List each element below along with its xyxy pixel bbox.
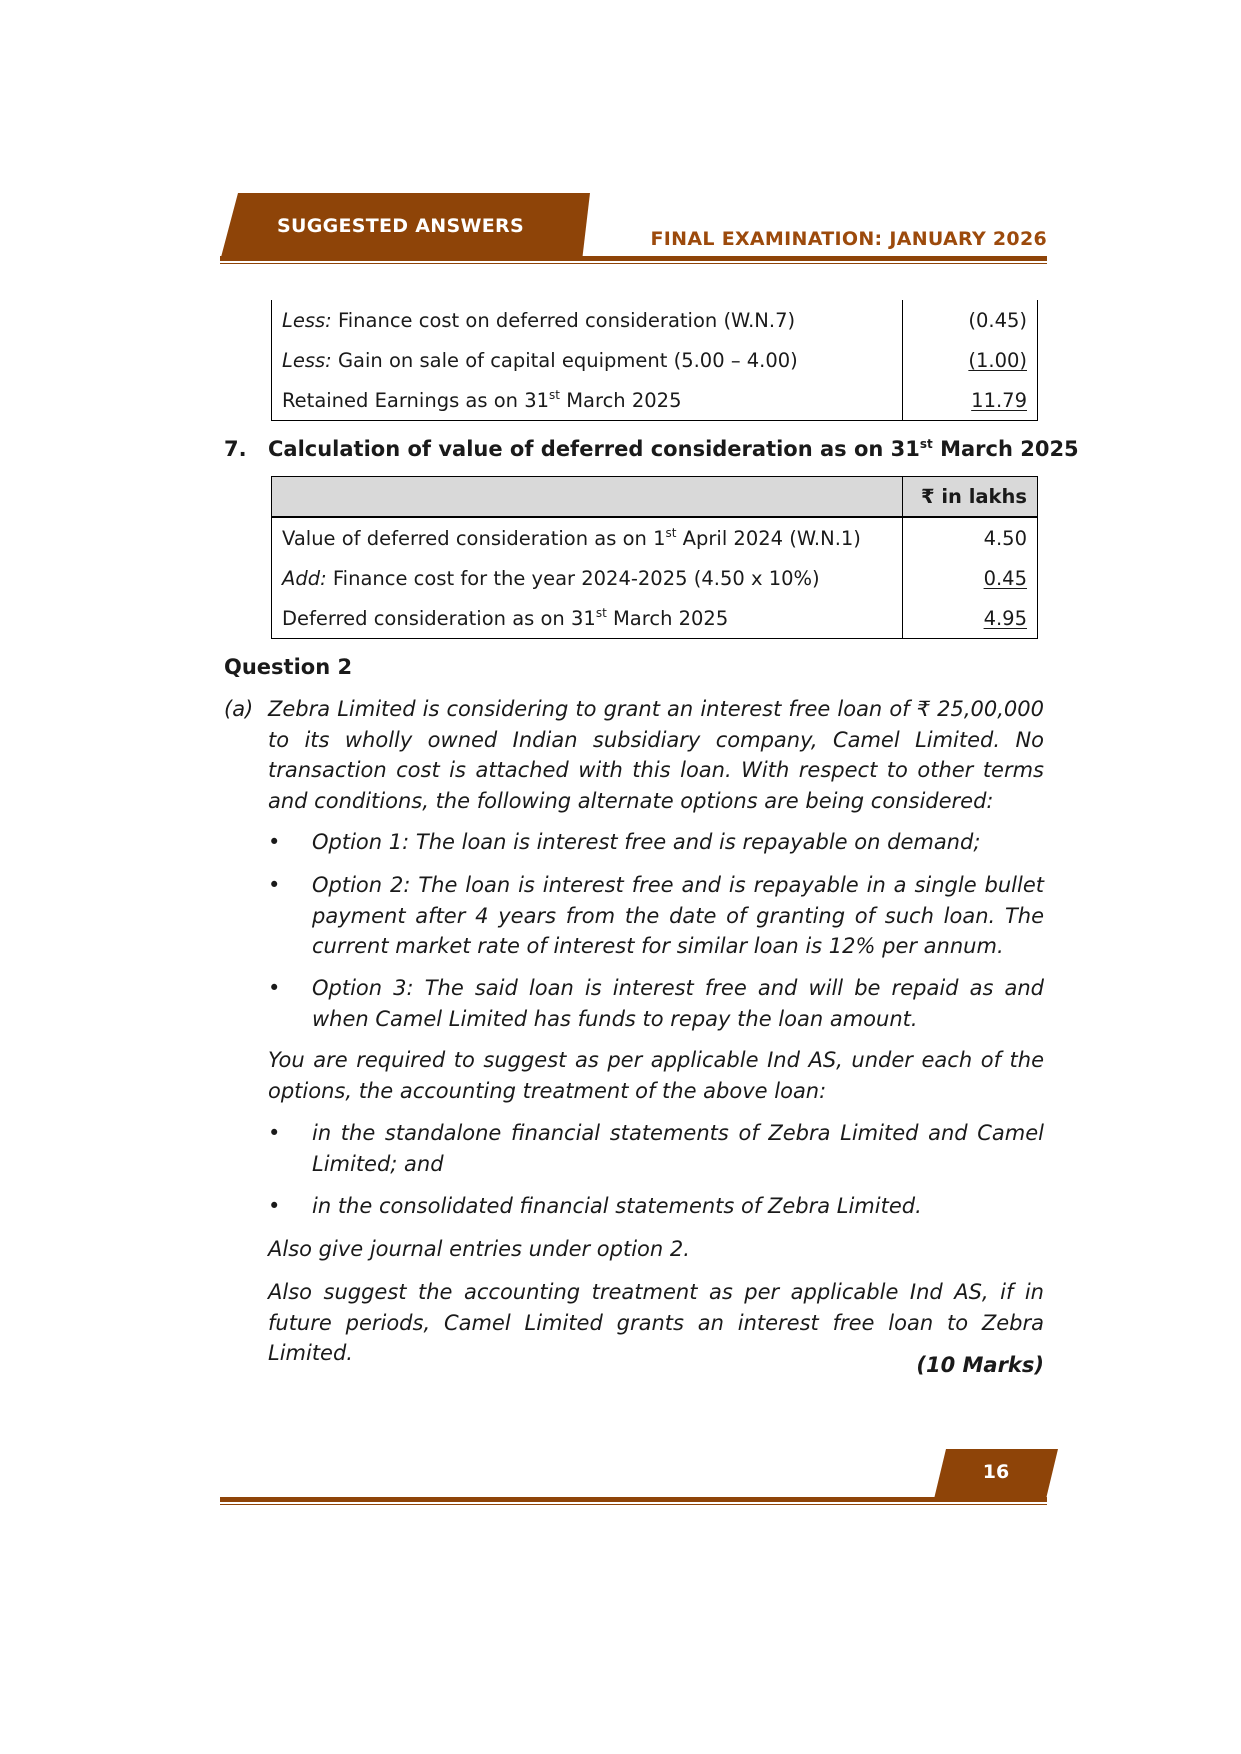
row-description bbox=[272, 517, 903, 558]
row-description bbox=[272, 380, 903, 421]
row-amount-value: 0.45 bbox=[983, 566, 1027, 590]
question-part-label: (a) bbox=[224, 697, 254, 721]
sub-point-2: in the consolidated financial statements of Zebra Limited. bbox=[312, 1194, 922, 1218]
table-row bbox=[272, 558, 1038, 598]
marks: (10 Marks) bbox=[916, 1353, 1044, 1377]
table-row bbox=[272, 300, 1038, 340]
question-intro: Zebra Limited is considering to grant an interest free loan of ₹ 25,00,000 to its wholly owned Indian subsidiary company, Camel Limited. No transaction cost is attached with this loan. With respect to other terms and conditions, the following alternate options are being considered: bbox=[268, 697, 1044, 813]
row-text: March 2025 bbox=[560, 388, 682, 412]
question-requirement: You are required to suggest as per applicable Ind AS, under each of the options, the accounting treatment of the above loan: bbox=[268, 1048, 1044, 1103]
footer-rule bbox=[220, 1497, 1047, 1502]
row-amount bbox=[903, 380, 1038, 421]
footer-rule-thin bbox=[220, 1504, 1047, 1505]
row-sup: st bbox=[549, 387, 561, 402]
section-number: 7. bbox=[224, 437, 247, 461]
row-amount bbox=[903, 598, 1038, 639]
row-prefix: Add: bbox=[282, 566, 327, 590]
row-amount-value: 11.79 bbox=[971, 388, 1027, 412]
table-row bbox=[272, 340, 1038, 380]
row-amount: (0.45) bbox=[968, 308, 1027, 332]
row-description bbox=[272, 598, 903, 639]
table-row bbox=[272, 380, 1038, 421]
row-text: April 2024 (W.N.1) bbox=[676, 526, 861, 550]
row-description bbox=[272, 340, 903, 380]
header-rule bbox=[220, 256, 1047, 261]
row-prefix: Less: bbox=[282, 348, 332, 372]
option-3: Option 3: The said loan is interest free and will be repaid as and when Camel Limited has funds to repay the loan amount. bbox=[312, 976, 1044, 1031]
row-text: Finance cost for the year 2024-2025 (4.50 x 10%) bbox=[326, 566, 820, 590]
row-text: Finance cost on deferred consideration (W.N.7) bbox=[331, 308, 796, 332]
section-title-text: March 2025 bbox=[932, 437, 1079, 461]
table-row bbox=[272, 598, 1038, 639]
row-text: Gain on sale of capital equipment (5.00 – 4.00) bbox=[331, 348, 798, 372]
row-description bbox=[272, 300, 903, 340]
bullet-icon: • bbox=[268, 1121, 281, 1145]
bullet-icon: • bbox=[268, 830, 281, 854]
row-description bbox=[272, 558, 903, 598]
row-amount: 4.50 bbox=[983, 526, 1027, 550]
header-left-title: SUGGESTED ANSWERS bbox=[277, 215, 524, 237]
deferred-consideration-table bbox=[271, 476, 1038, 639]
option-2: Option 2: The loan is interest free and is repayable in a single bullet payment after 4 years from the date of granting of such loan. The current market rate of interest for similar loan is 12% per annum. bbox=[312, 873, 1044, 958]
sub-point-1: in the standalone financial statements of Zebra Limited and Camel Limited; and bbox=[312, 1121, 1044, 1176]
option-1: Option 1: The loan is interest free and is repayable on demand; bbox=[312, 830, 981, 854]
section-title-sup: st bbox=[919, 437, 933, 451]
row-text: Retained Earnings as on 31 bbox=[282, 388, 550, 412]
row-amount bbox=[903, 558, 1038, 598]
row-prefix: Less: bbox=[282, 308, 332, 332]
header-rule-thin bbox=[220, 263, 1047, 264]
journal-note: Also give journal entries under option 2. bbox=[268, 1237, 690, 1261]
row-text: March 2025 bbox=[606, 606, 729, 630]
bullet-icon: • bbox=[268, 976, 281, 1000]
future-note: Also suggest the accounting treatment as per applicable Ind AS, if in future periods, Camel Limited grants an interest free loan to Zebra Limited. bbox=[268, 1280, 1044, 1365]
row-sup: st bbox=[595, 605, 607, 620]
retained-earnings-table bbox=[271, 300, 1038, 421]
row-amount-value: (1.00) bbox=[968, 348, 1027, 372]
bullet-icon: • bbox=[268, 1194, 281, 1218]
section-title-text: Calculation of value of deferred consideration as on 31 bbox=[268, 437, 920, 461]
question-heading: Question 2 bbox=[224, 655, 353, 679]
section-title bbox=[268, 437, 1079, 461]
row-amount-value: 4.95 bbox=[983, 606, 1027, 630]
bullet-icon: • bbox=[268, 873, 281, 897]
row-text: Deferred consideration as on 31 bbox=[282, 606, 596, 630]
row-amount bbox=[903, 340, 1038, 380]
page-number: 16 bbox=[982, 1461, 1010, 1483]
header-amount-cell: ₹ in lakhs bbox=[903, 477, 1038, 518]
row-text: Value of deferred consideration as on 1 bbox=[282, 526, 666, 550]
header-description-cell bbox=[272, 477, 903, 518]
header-right-title: FINAL EXAMINATION: JANUARY 2026 bbox=[650, 228, 1047, 250]
table-row bbox=[272, 517, 1038, 558]
row-sup: st bbox=[665, 525, 677, 540]
table-header-row bbox=[272, 477, 1038, 518]
